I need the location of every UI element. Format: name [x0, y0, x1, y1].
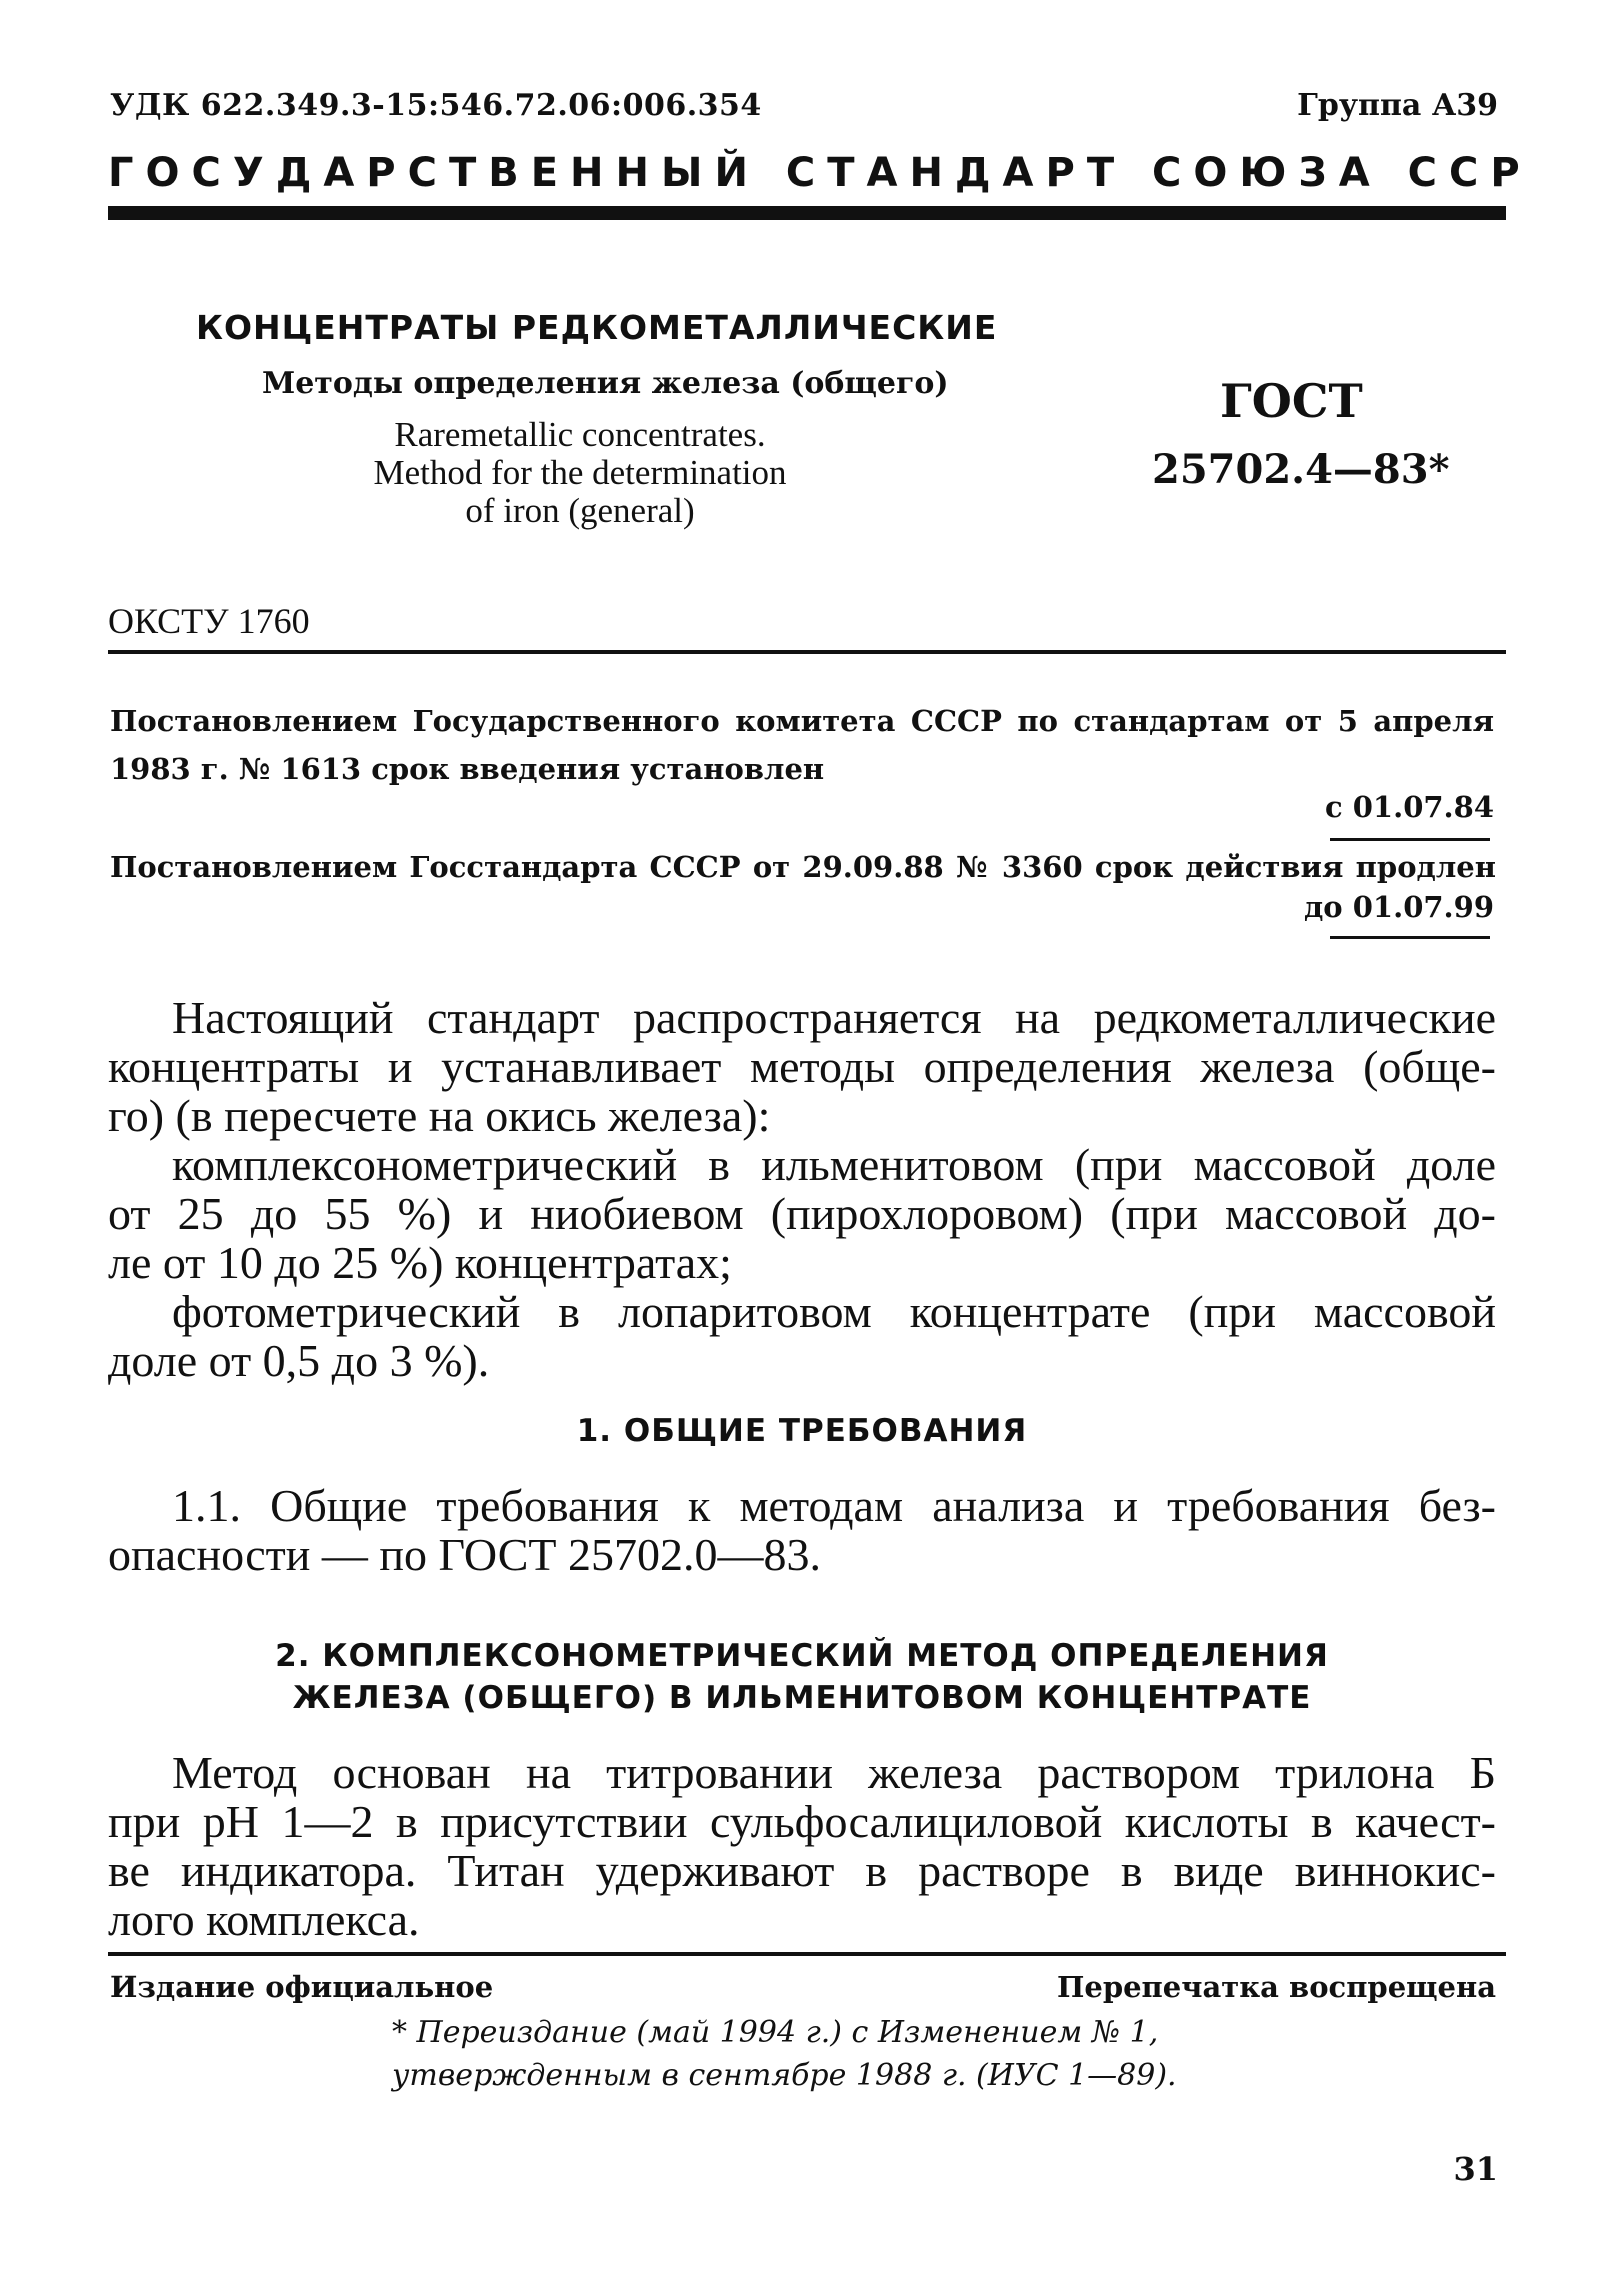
text-line: комплексонометрический в ильменитовом (при массовой доле: [172, 1139, 1496, 1190]
banner-rule: [108, 206, 1506, 220]
section-2-heading-line-1: 2. КОМПЛЕКСОНОМЕТРИЧЕСКИЙ МЕТОД ОПРЕДЕЛЕНИЯ: [275, 1638, 1329, 1674]
text-line: 1.1. Общие требования к методам анализа и требования без-: [172, 1480, 1496, 1531]
group-code: Группа А39: [1297, 88, 1498, 123]
section-1-text: [108, 1481, 1496, 1579]
document-title: КОНЦЕНТРАТЫ РЕДКОМЕТАЛЛИЧЕСКИЕ: [196, 308, 998, 347]
gost-number: 25702.4—83*: [1152, 446, 1450, 493]
footer-note-line-1: * Переиздание (май 1994 г.) с Изменением № 1,: [392, 2015, 1159, 2050]
english-title-line: Method for the determination: [373, 453, 787, 492]
text-line: го) (в пересчете на окись железа):: [108, 1090, 771, 1141]
text-line: концентраты и устанавливает методы определения железа (обще-: [108, 1041, 1496, 1092]
text-line: лого комплекса.: [108, 1894, 420, 1945]
decree-line-2: 1983 г. № 1613 срок введения установлен: [110, 752, 825, 786]
footer-reprint-prohibited: Перепечатка воспрещена: [1056, 1970, 1496, 2004]
intro-text: [108, 993, 1496, 1385]
decree-date-rule: [1330, 838, 1490, 841]
decree-date-rule: [1330, 936, 1490, 939]
text-line: доле от 0,5 до 3 %).: [108, 1335, 490, 1386]
gost-label: ГОСТ: [1220, 374, 1363, 428]
decree-date-1: с 01.07.84: [1324, 790, 1494, 824]
section-2-heading-line-2: ЖЕЛЕЗА (ОБЩЕГО) В ИЛЬМЕНИТОВОМ КОНЦЕНТРАТЕ: [292, 1680, 1312, 1716]
text-line: ве индикатора. Титан удерживают в растворе в виде виннокис-: [108, 1845, 1496, 1896]
decree-line-3: Постановлением Госстандарта СССР от 29.09.88 № 3360 срок действия продлен: [110, 850, 1496, 884]
footer-note-line-2: утвержденным в сентябре 1988 г. (ИУС 1—89).: [392, 2058, 1177, 2093]
english-title: [300, 416, 860, 530]
document-subtitle: Методы определения железа (общего): [262, 366, 949, 401]
text-line: от 25 до 55 %) и ниобиевом (пирохлоровом) (при массовой до-: [108, 1188, 1496, 1239]
text-line: Метод основан на титровании железа раствором трилона Б: [172, 1747, 1496, 1798]
text-line: фотометрический в лопаритовом концентрате (при массовой: [172, 1286, 1496, 1337]
okstu-code: ОКСТУ 1760: [108, 601, 310, 641]
okstu-rule: [108, 650, 1506, 654]
section-2-text: [108, 1748, 1496, 1944]
decree-line-1: Постановлением Государственного комитета СССР по стандартам от 5 апреля: [110, 704, 1494, 738]
page-number: 31: [1453, 2150, 1498, 2188]
english-title-line: of iron (general): [465, 491, 695, 530]
text-line: Настоящий стандарт распространяется на редкометаллические: [172, 992, 1496, 1043]
decree-date-2: до 01.07.99: [1303, 890, 1494, 924]
footer-rule: [108, 1952, 1506, 1956]
text-line: ле от 10 до 25 %) концентратах;: [108, 1237, 732, 1288]
text-line: при рН 1—2 в присутствии сульфосалициловой кислоты в качест-: [108, 1796, 1496, 1847]
standard-banner: ГОСУДАРСТВЕННЫЙ СТАНДАРТ СОЮЗА ССР: [108, 150, 1532, 196]
text-line: опасности — по ГОСТ 25702.0—83.: [108, 1529, 821, 1580]
udk-code: УДК 622.349.3-15:546.72.06:006.354: [110, 88, 762, 123]
footer-official-edition: Издание официальное: [110, 1970, 494, 2004]
section-1-heading: 1. ОБЩИЕ ТРЕБОВАНИЯ: [576, 1413, 1028, 1449]
english-title-line: Raremetallic concentrates.: [394, 415, 766, 454]
